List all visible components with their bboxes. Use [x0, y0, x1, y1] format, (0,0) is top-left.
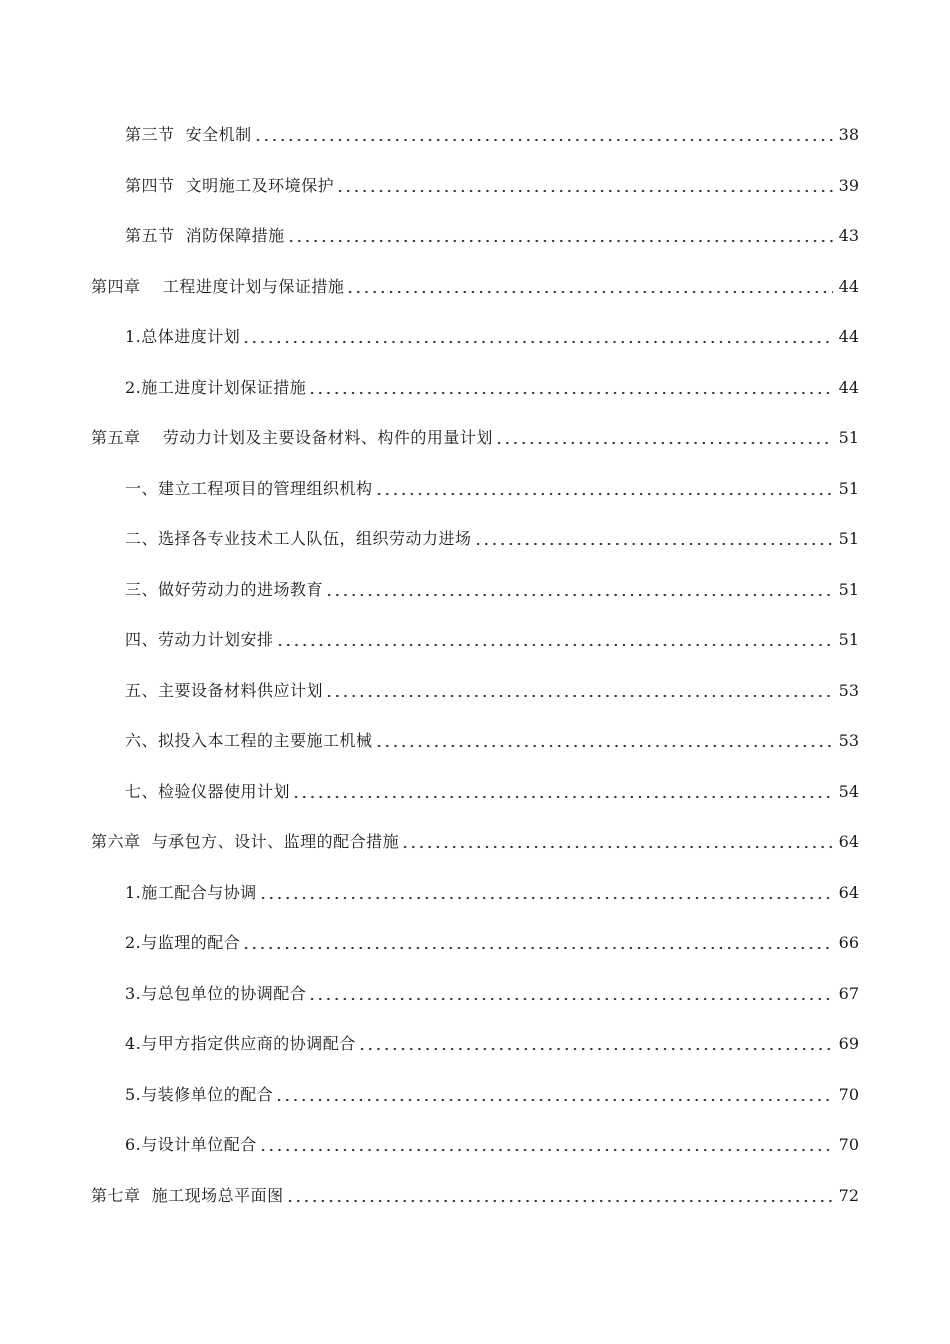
toc-entry-title: 5.与装修单位的配合 [125, 1084, 274, 1104]
toc-entry-title: 第四节 文明施工及环境保护 [125, 175, 335, 195]
toc-section-entry[interactable] [0, 312, 950, 363]
toc-section-entry[interactable] [0, 918, 950, 969]
toc-page-number: 51 [838, 478, 859, 498]
toc-page-number: 51 [838, 529, 859, 549]
toc-page-number: 53 [838, 680, 859, 700]
toc-entry-title: 第四章 工程进度计划与保证措施 [91, 276, 345, 296]
toc-section-entry[interactable] [0, 211, 950, 262]
dot-leader [375, 744, 833, 748]
toc-section-entry[interactable] [0, 868, 950, 919]
toc-section-entry[interactable] [0, 363, 950, 414]
toc-entry-title: 五、主要设备材料供应计划 [125, 680, 324, 700]
toc-section-entry[interactable] [0, 969, 950, 1020]
toc-section-entry[interactable] [0, 565, 950, 616]
toc-chapter-entry[interactable] [0, 413, 950, 464]
toc-entry-title: 六、拟投入本工程的主要施工机械 [125, 731, 373, 751]
toc-entry-title: 三、做好劳动力的进场教育 [125, 579, 324, 599]
dot-leader [495, 441, 833, 445]
toc-entry-title: 1.施工配合与协调 [125, 882, 257, 902]
toc-page-number: 53 [838, 731, 859, 751]
toc-chapter-entry[interactable] [0, 1171, 950, 1222]
toc-page-number: 44 [838, 327, 859, 347]
dot-leader [286, 1199, 833, 1203]
toc-section-entry[interactable] [0, 1019, 950, 1070]
toc-page-number: 43 [838, 226, 859, 246]
toc-entry-title: 3.与总包单位的协调配合 [125, 983, 307, 1003]
toc-page-number: 67 [838, 983, 859, 1003]
dot-leader [401, 845, 832, 849]
dot-leader [375, 492, 833, 496]
toc-chapter-entry[interactable] [0, 817, 950, 868]
toc-entry-title: 第五节 消防保障措施 [125, 226, 285, 246]
toc-entry-title: 第七章 施工现场总平面图 [91, 1185, 284, 1205]
dot-leader [242, 946, 832, 950]
dot-leader [325, 593, 833, 597]
toc-page-number: 54 [838, 781, 859, 801]
toc-entry-title: 2.与监理的配合 [125, 933, 241, 953]
toc-entry-title: 4.与甲方指定供应商的协调配合 [125, 1034, 356, 1054]
toc-section-entry[interactable] [0, 1070, 950, 1121]
toc-section-entry[interactable] [0, 767, 950, 818]
table-of-contents [0, 110, 950, 1221]
toc-section-entry[interactable] [0, 615, 950, 666]
toc-page-number: 72 [838, 1185, 859, 1205]
toc-entry-title: 七、检验仪器使用计划 [125, 781, 291, 801]
dot-leader [308, 391, 832, 395]
toc-entry-title: 第三节 安全机制 [125, 125, 252, 145]
toc-section-entry[interactable] [0, 110, 950, 161]
toc-section-entry[interactable] [0, 161, 950, 212]
toc-entry-title: 第五章 劳动力计划及主要设备材料、构件的用量计划 [91, 428, 493, 448]
dot-leader [325, 694, 833, 698]
toc-page-number: 51 [838, 630, 859, 650]
toc-page-number: 51 [838, 579, 859, 599]
dot-leader [346, 290, 832, 294]
toc-page-number: 44 [838, 276, 859, 296]
toc-page-number: 39 [838, 175, 859, 195]
toc-page-number: 70 [838, 1135, 859, 1155]
toc-entry-title: 6.与设计单位配合 [125, 1135, 257, 1155]
toc-section-entry[interactable] [0, 464, 950, 515]
dot-leader [276, 643, 833, 647]
toc-entry-title: 2.施工进度计划保证措施 [125, 377, 307, 397]
toc-section-entry[interactable] [0, 514, 950, 565]
dot-leader [259, 1148, 833, 1152]
toc-page-number: 44 [838, 377, 859, 397]
dot-leader [275, 1098, 832, 1102]
toc-section-entry[interactable] [0, 716, 950, 767]
toc-page-number: 38 [838, 125, 859, 145]
toc-entry-title: 四、劳动力计划安排 [125, 630, 274, 650]
toc-page-number: 64 [838, 882, 859, 902]
dot-leader [308, 997, 832, 1001]
toc-page-number: 51 [838, 428, 859, 448]
toc-entry-title: 第六章 与承包方、设计、监理的配合措施 [91, 832, 400, 852]
toc-entry-title: 1.总体进度计划 [125, 327, 241, 347]
dot-leader [242, 340, 832, 344]
toc-page-number: 69 [838, 1034, 859, 1054]
toc-chapter-entry[interactable] [0, 262, 950, 313]
toc-page-number: 64 [838, 832, 859, 852]
dot-leader [474, 542, 833, 546]
dot-leader [336, 189, 832, 193]
toc-entry-title: 二、选择各专业技术工人队伍，组织劳动力进场 [125, 529, 472, 549]
toc-page-number: 70 [838, 1084, 859, 1104]
dot-leader [254, 138, 833, 142]
toc-section-entry[interactable] [0, 1120, 950, 1171]
toc-section-entry[interactable] [0, 666, 950, 717]
dot-leader [259, 896, 833, 900]
dot-leader [358, 1047, 833, 1051]
toc-entry-title: 一、建立工程项目的管理组织机构 [125, 478, 373, 498]
dot-leader [292, 795, 833, 799]
toc-page-number: 66 [838, 933, 859, 953]
dot-leader [287, 239, 833, 243]
